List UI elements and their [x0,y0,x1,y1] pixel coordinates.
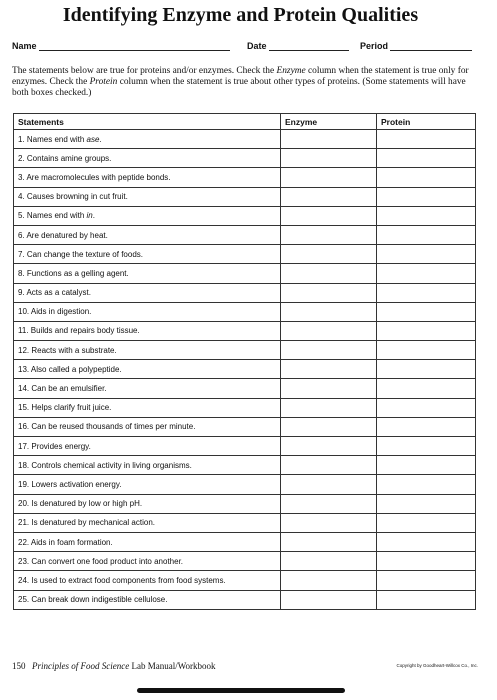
enzyme-checkbox-cell[interactable] [281,321,377,340]
worksheet-title: Identifying Enzyme and Protein Qualities [62,4,419,26]
table-row [14,264,476,283]
statement-number: 17. [18,441,30,451]
statements-table [13,113,476,610]
instructions-protein-word: Protein [89,77,118,87]
enzyme-checkbox-cell[interactable] [281,590,377,609]
enzyme-checkbox-cell[interactable] [281,475,377,494]
statement-number: 20. [18,499,30,509]
table-row [14,475,476,494]
enzyme-checkbox-cell[interactable] [281,571,377,590]
header-enzyme: Enzyme [281,114,377,130]
table-row [14,302,476,321]
statement-text-end: . [92,211,95,221]
enzyme-checkbox-cell[interactable] [281,130,377,149]
statement-text: Aids in foam formation. [30,537,113,547]
name-label: Name [12,41,37,51]
instructions [12,66,474,99]
statement-number: 21. [18,518,30,528]
statement-text: Can change the texture of foods. [26,249,143,259]
statement-text: Is used to extract food components from food systems. [31,575,226,585]
statement-cell [14,417,281,436]
statement-number: 15. [18,403,30,413]
enzyme-checkbox-cell[interactable] [281,245,377,264]
statement-text: Also called a polypeptide. [30,364,122,374]
protein-checkbox-cell[interactable] [377,590,476,609]
statement-number: 10. [18,307,30,317]
statement-number: 22. [18,537,30,547]
enzyme-checkbox-cell[interactable] [281,206,377,225]
statement-number: 4. [18,192,25,202]
instructions-text-3: column when the statement is true about other types of proteins. (Some statements will have both boxes checked.) [12,77,466,98]
statement-cell [14,475,281,494]
enzyme-checkbox-cell[interactable] [281,283,377,302]
table-row [14,360,476,379]
statement-cell [14,206,281,225]
statement-number: 14. [18,384,30,394]
period-field [360,40,472,51]
statement-number: 2. [18,153,25,163]
statement-cell [14,225,281,244]
statement-cell [14,456,281,475]
table-row [14,225,476,244]
table-row [14,532,476,551]
table-row [14,456,476,475]
statement-number: 9. [18,288,25,298]
statement-cell [14,264,281,283]
protein-checkbox-cell[interactable] [377,552,476,571]
statement-text: Reacts with a substrate. [31,345,117,355]
protein-checkbox-cell[interactable] [377,513,476,532]
statement-text: Helps clarify fruit juice. [31,403,112,413]
statement-emphasis: in [86,211,93,221]
enzyme-checkbox-cell[interactable] [281,168,377,187]
statement-text: Builds and repairs body tissue. [30,326,140,336]
enzyme-checkbox-cell[interactable] [281,513,377,532]
table-row [14,571,476,590]
protein-checkbox-cell[interactable] [377,321,476,340]
statement-cell [14,437,281,456]
enzyme-checkbox-cell[interactable] [281,302,377,321]
protein-checkbox-cell[interactable] [377,149,476,168]
statement-number: 13. [18,364,30,374]
statement-number: 1. [18,134,25,144]
date-label: Date [247,41,267,51]
enzyme-checkbox-cell[interactable] [281,187,377,206]
book-title [32,661,216,671]
statement-text: Lowers activation energy. [31,479,122,489]
statement-cell [14,245,281,264]
table-row [14,283,476,302]
statement-number: 23. [18,556,30,566]
statement-number: 11. [18,326,29,336]
statement-text: Can break down indigestible cellulose. [31,595,168,605]
statement-number: 6. [18,230,25,240]
statement-text: Functions as a gelling agent. [26,268,129,278]
enzyme-checkbox-cell[interactable] [281,456,377,475]
book-title-italic: Principles of Food Science [32,661,130,671]
enzyme-checkbox-cell[interactable] [281,552,377,571]
statement-text: Causes browning in cut fruit. [26,192,128,202]
protein-checkbox-cell[interactable] [377,206,476,225]
statement-text: Controls chemical activity in living organisms. [31,460,192,470]
statement-text: Are denatured by heat. [26,230,108,240]
statement-number: 3. [18,172,25,182]
protein-checkbox-cell[interactable] [377,225,476,244]
protein-checkbox-cell[interactable] [377,302,476,321]
statement-text: Are macromolecules with peptide bonds. [26,172,171,182]
statement-cell [14,302,281,321]
period-blank[interactable] [390,40,472,51]
name-blank[interactable] [39,40,230,51]
statement-number: 18. [18,460,30,470]
table-row [14,206,476,225]
enzyme-checkbox-cell[interactable] [281,360,377,379]
table-row [14,513,476,532]
statement-cell [14,552,281,571]
statement-cell [14,341,281,360]
table-row [14,437,476,456]
statement-cell [14,168,281,187]
protein-checkbox-cell[interactable] [377,571,476,590]
period-label: Period [360,41,389,51]
name-field [12,40,230,51]
instructions-text-2: column when the statement is true only for enzymes. Check the [12,66,469,87]
protein-checkbox-cell[interactable] [377,360,476,379]
enzyme-checkbox-cell[interactable] [281,149,377,168]
statement-number: 12. [18,345,30,355]
protein-checkbox-cell[interactable] [377,187,476,206]
statement-cell [14,130,281,149]
table-row [14,245,476,264]
page-footer [12,661,478,673]
protein-checkbox-cell[interactable] [377,398,476,417]
statement-text: Names end with [26,134,87,144]
enzyme-checkbox-cell[interactable] [281,437,377,456]
header-statements: Statements [14,114,281,130]
protein-checkbox-cell[interactable] [377,417,476,436]
statement-cell [14,149,281,168]
protein-checkbox-cell[interactable] [377,494,476,513]
table-row [14,130,476,149]
protein-checkbox-cell[interactable] [377,475,476,494]
protein-checkbox-cell[interactable] [377,379,476,398]
header-protein: Protein [377,114,476,130]
statement-text: Names end with [26,211,87,221]
enzyme-checkbox-cell[interactable] [281,494,377,513]
date-blank[interactable] [269,40,349,51]
statement-cell [14,571,281,590]
enzyme-checkbox-cell[interactable] [281,341,377,360]
statement-cell [14,590,281,609]
statement-number: 24. [18,575,30,585]
table-row [14,321,476,340]
statement-cell [14,321,281,340]
instructions-text-1: The statements below are true for proteins and/or enzymes. Check the [12,66,277,76]
statement-cell [14,187,281,206]
statement-number: 16. [18,422,30,432]
table-row [14,552,476,571]
table-row [14,168,476,187]
statement-number: 25. [18,595,30,605]
table-row [14,341,476,360]
table-row [14,590,476,609]
statement-emphasis: ase [86,134,100,144]
protein-checkbox-cell[interactable] [377,245,476,264]
statement-number: 8. [18,268,25,278]
protein-checkbox-cell[interactable] [377,437,476,456]
statement-text: Can be reused thousands of times per minute. [31,422,196,432]
student-info-fields [12,40,479,54]
table-row [14,149,476,168]
enzyme-checkbox-cell[interactable] [281,379,377,398]
book-title-rest: Lab Manual/Workbook [129,661,216,671]
enzyme-checkbox-cell[interactable] [281,225,377,244]
table-row [14,494,476,513]
statement-cell [14,379,281,398]
statement-number: 7. [18,249,25,259]
table-row [14,379,476,398]
statement-cell [14,360,281,379]
protein-checkbox-cell[interactable] [377,264,476,283]
enzyme-checkbox-cell[interactable] [281,532,377,551]
statement-text: Acts as a catalyst. [26,288,91,298]
enzyme-checkbox-cell[interactable] [281,264,377,283]
protein-checkbox-cell[interactable] [377,532,476,551]
table-header-row [14,114,476,130]
statement-text-end: . [99,134,102,144]
copyright-notice: Copyright by Goodheart-Willcox Co., Inc. [396,663,478,668]
protein-checkbox-cell[interactable] [377,341,476,360]
statement-text: Aids in digestion. [30,307,92,317]
protein-checkbox-cell[interactable] [377,283,476,302]
statement-cell [14,283,281,302]
protein-checkbox-cell[interactable] [377,130,476,149]
protein-checkbox-cell[interactable] [377,168,476,187]
statement-text: Is denatured by low or high pH. [31,499,143,509]
statement-text: Is denatured by mechanical action. [31,518,155,528]
page-number: 150 [12,661,26,671]
statement-text: Contains amine groups. [26,153,112,163]
statement-cell [14,398,281,417]
statement-number: 19. [18,479,30,489]
statement-text: Can be an emulsifier. [31,384,107,394]
table-row [14,187,476,206]
home-indicator-bar[interactable] [137,688,345,693]
statement-text: Provides energy. [31,441,91,451]
protein-checkbox-cell[interactable] [377,456,476,475]
table-row [14,417,476,436]
statement-text: Can convert one food product into another. [31,556,184,566]
statement-cell [14,494,281,513]
table-row [14,398,476,417]
date-field [247,40,349,51]
statement-cell [14,513,281,532]
enzyme-checkbox-cell[interactable] [281,417,377,436]
statement-cell [14,532,281,551]
instructions-enzyme-word: Enzyme [276,66,306,76]
enzyme-checkbox-cell[interactable] [281,398,377,417]
statement-number: 5. [18,211,25,221]
